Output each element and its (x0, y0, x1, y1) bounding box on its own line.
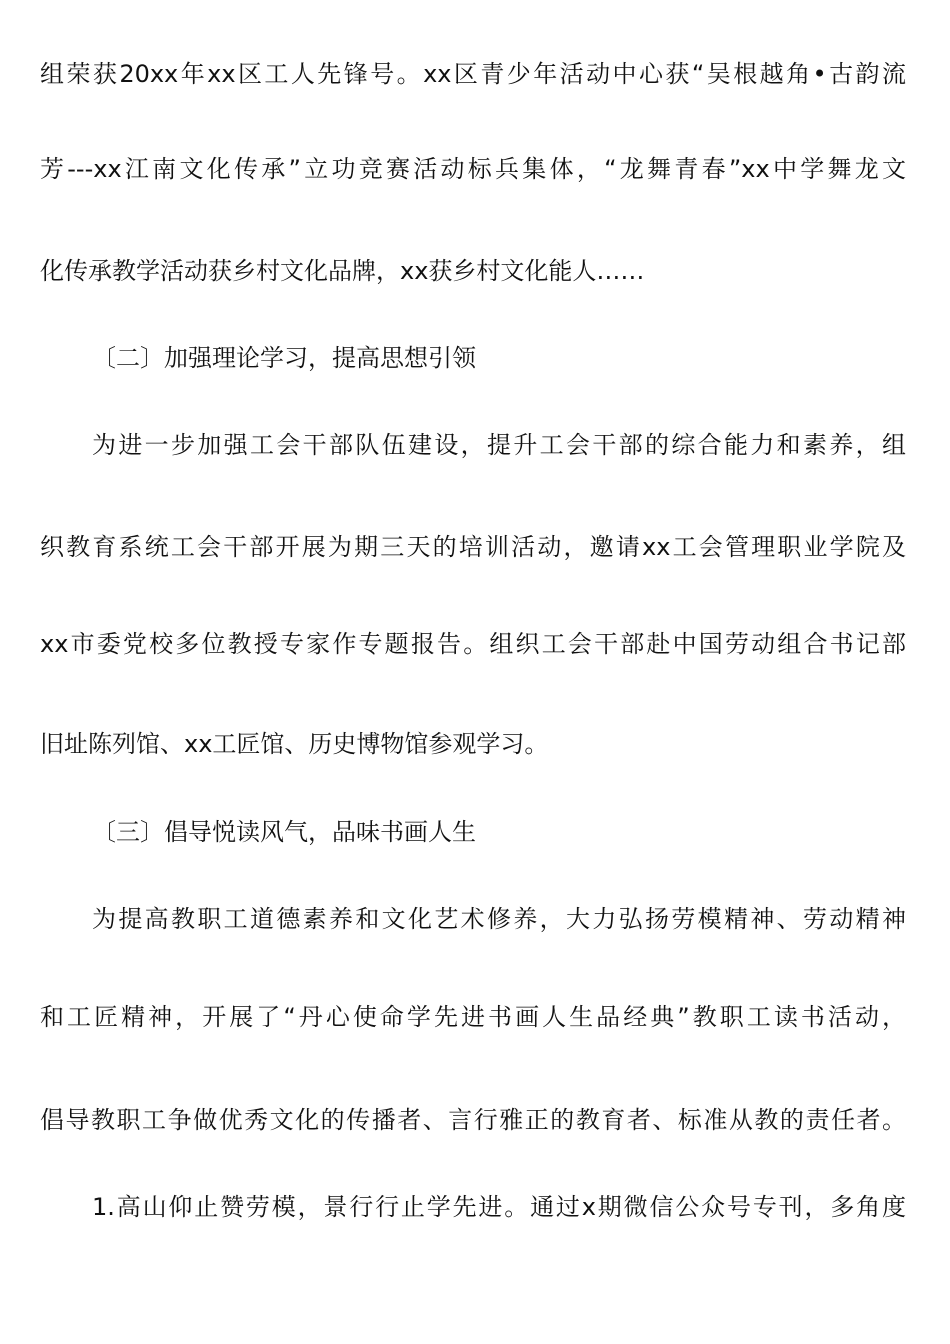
paragraph-line-1: 组荣获20xx年xx区工人先锋号。xx区青少年活动中心获“吴根越角•古韵流 (40, 60, 906, 88)
paragraph-line-6: 织教育系统工会干部开展为期三天的培训活动，邀请xx工会管理职业学院及 (40, 533, 906, 561)
paragraph-line-11: 和工匠精神，开展了“丹心使命学先进书画人生品经典”教职工读书活动， (40, 1003, 906, 1031)
paragraph-line-8: 旧址陈列馆、xx工匠馆、历史博物馆参观学习。 (40, 730, 549, 758)
paragraph-line-12: 倡导教职工争做优秀文化的传播者、言行雅正的教育者、标准从教的责任者。 (40, 1106, 906, 1134)
list-item-line-13: 1.高山仰止赞劳模，景行行止学先进。通过x期微信公众号专刊，多角度 (92, 1193, 906, 1221)
paragraph-line-10: 为提高教职工道德素养和文化艺术修养，大力弘扬劳模精神、劳动精神 (92, 905, 906, 933)
paragraph-line-2: 芳---xx江南文化传承”立功竞赛活动标兵集体，“龙舞青春”xx中学舞龙文 (40, 155, 906, 183)
paragraph-line-5: 为进一步加强工会干部队伍建设，提升工会干部的综合能力和素养，组 (92, 431, 906, 459)
section-heading-2: 〔二〕加强理论学习，提高思想引领 (92, 344, 476, 372)
paragraph-line-3: 化传承教学活动获乡村文化品牌，xx获乡村文化能人…… (40, 257, 645, 285)
paragraph-line-7: xx市委党校多位教授专家作专题报告。组织工会干部赴中国劳动组合书记部 (40, 630, 906, 658)
section-heading-3: 〔三〕倡导悦读风气，品味书画人生 (92, 818, 476, 846)
